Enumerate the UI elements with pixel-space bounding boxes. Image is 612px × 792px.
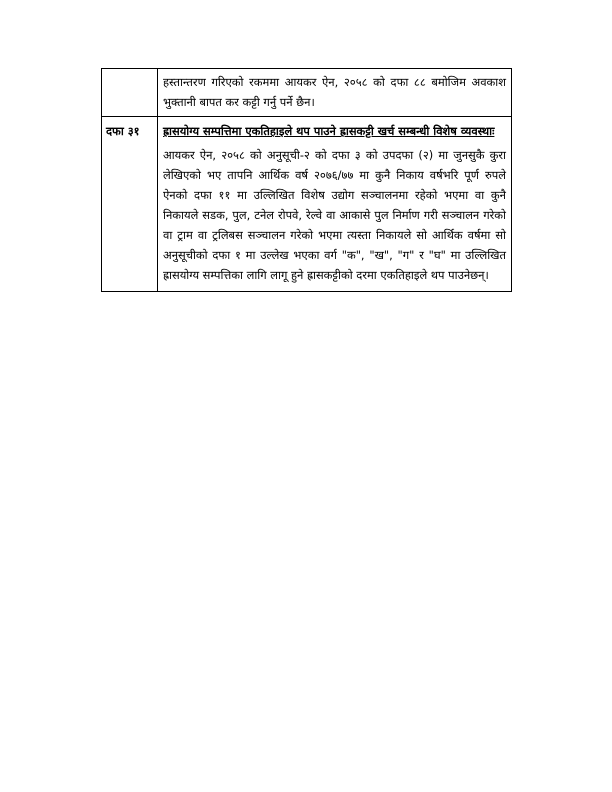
table-row	[102, 69, 512, 117]
provisions-table	[101, 68, 512, 292]
continuation-paragraph: हस्तान्तरण गरिएको रकममा आयकर ऐन, २०५८ को दफा ८८ बमोजिम अवकाश भुक्तानी बापत कर कट्टी गर्नु पर्ने छैन।	[163, 75, 506, 109]
section-heading: ह्रासयोग्य सम्पत्तिमा एकतिहाइले थप पाउने ह्रासकट्टी खर्च सम्बन्धी विशेष व्यवस्थाः	[163, 124, 495, 138]
section-body-cell	[158, 69, 512, 117]
table-row	[102, 117, 512, 292]
section-label-cell	[102, 69, 158, 117]
section-label-cell: दफा ३१	[102, 117, 158, 292]
section-paragraph: आयकर ऐन, २०५८ को अनुसूची-२ को दफा ३ को उपदफा (२) मा जुनसुकै कुरा लेखिएको भए तापनि आर्थिक वर्ष २०७६/७७ मा कुनै निकाय वर्षभरि पूर्ण रुपले ऐनको दफा ११ मा उल्लिखित विशेष उद्योग सञ्चालनमा रहेको भएमा वा कुनै निकायले सडक, पुल, टनेल रोपवे, रेल्वे वा आकासे पुल निर्माण गरी सञ्चालन गरेको वा ट्राम वा ट्रलिबस सञ्चालन गरेको भएमा त्यस्ता निकायले सो आर्थिक वर्षमा सो अनुसूचीको दफा १ मा उल्लेख भएका वर्ग "क", "ख", "ग" र "घ" मा उल्लिखित ह्रासयोग्य सम्पत्तिका लागि लागू हुने ह्रासकट्टीको दरमा एकतिहाइले थप पाउनेछन्।	[163, 148, 506, 282]
section-body-cell	[158, 117, 512, 292]
